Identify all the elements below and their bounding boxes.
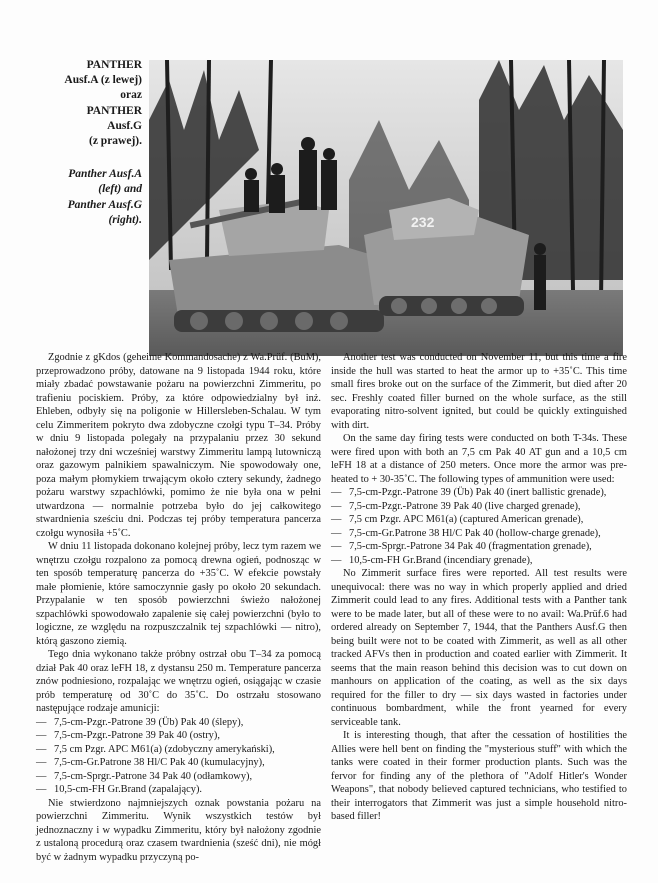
ammunition-list (331, 486, 627, 567)
list-item: — 7,5-cm-Pzgr.-Patrone 39 Pak 40 (live charged grenade), (331, 500, 627, 514)
caption-line: PANTHER (86, 59, 142, 71)
ammunition-list (36, 716, 321, 797)
list-item: — 7,5-cm-Pzgr.-Patrone 39 Pak 40 (ostry), (36, 729, 321, 743)
caption-line: PANTHER (86, 104, 142, 117)
tank-photo-illustration (149, 60, 623, 356)
caption-line: Panther Ausf.G (67, 198, 142, 211)
list-item: — 7,5-cm-Pzgr.-Patrone 39 (Üb) Pak 40 (inert ballistic grenade), (331, 486, 627, 500)
list-item: — 10,5-cm-FH Gr.Brand (zapalający). (36, 783, 321, 797)
paragraph: No Zimmerit surface fires were reported. All test results were unequivocal: there was no way in which properly applied and dried Zimmerit could lead to any fires. Additional tests with a Panther tank were to be made later, but all of these were to no avail: Wa.Prüf.6 had ordered already on September 7, 1944, that the Panthers Ausf.G then being built were not to be coated with Zimmerit, as well as all other tracked AFVs then in production and coated earlier with Zimmerit. It seems that the main reason behind this decision was to cut down on manhours on application of the coating, as well as the six days required for the filler to dry — six days wasted in factories under continuous bombardment, while the front yearned for every serviceable tank. (331, 568, 627, 728)
caption-polish (18, 58, 142, 149)
list-item: — 7,5 cm Pzgr. APC M61(a) (captured American grenade), (331, 513, 627, 527)
turret-number: 232 (411, 214, 435, 230)
list-item: — 7,5-cm-Sprgr.-Patrone 34 Pak 40 (odłamkowy), (36, 770, 321, 784)
english-text-column (331, 351, 627, 824)
paragraph: W dniu 11 listopada dokonano kolejnej próby, lecz tym razem we wnętrzu czołgu rozpalono za pomocą drewna ogień, podnosząc w ten sposób temperaturę pancerza do +35˚C. W efekcie powstały małe płomienie, które samoczynnie gasły po około 20 sekundach. Przypalanie w ten sposób powierzchni świeżo nałożonej szpachlówki spowodowało zapalenie się całej powierzchni (było to logiczne, ze względu na rozpuszczalnik tej szpachlówki — nitro), którą gaszono ziemią. (36, 541, 321, 647)
caption-line: Panther Ausf.A (68, 168, 142, 181)
list-item: — 7,5-cm-Pzgr.-Patrone 39 (Üb) Pak 40 (ślepy), (36, 716, 321, 730)
paragraph: Tego dnia wykonano także próbny ostrzał obu T–34 za pomocą dział Pak 40 oraz leFH 18, z dystansu 250 m. Temperature pancerza znów podniesiono, rozpalając we wnętrzu ogień, osiągając w czasie prób temperaturę od 30˚C do 35˚C. Do ostrzału stosowano następujące rodzaje amunicji: (36, 649, 321, 714)
caption-english (18, 167, 142, 228)
paragraph: On the same day firing tests were conducted on both T-34s. These were fired upon with both an 7,5 cm Pak 40 AT gun and a 10,5 cm leFH 18 at a distance of 250 meters. Once more the armor was pre-heated to + 30-35˚C. The following types of ammunition were used: (331, 433, 627, 485)
list-item: — 7,5-cm-Sprgr.-Patrone 34 Pak 40 (fragmentation grenade), (331, 540, 627, 554)
list-item: — 10,5-cm-FH Gr.Brand (incendiary grenade), (331, 554, 627, 568)
paragraph: Zgodnie z gKdos (geheime Kommandosache) z Wa.Prüf. (BuM), przeprowadzono próby, datowane na 9 listopada 1944 roku, które miały zbadać powstawanie pożaru na powierzchni Zimmeritu, po trafieniu pociskiem. Próby, za które odpowiedzialny był inż. Ehleben, odbyły się na poligonie w Hillersleben-Schalau. W tym celu Zimmeritem pokryto dwa zdobyczne czołgi typu T–34. Próby w dniu 9 listopada polegały na przypalaniu przez 30 sekund nałożonej trzy dni wcześniej warstwy Zimmeritu lampą lutowniczą oraz gazowym palnikiem spawalniczym. Nie spowodowały one, poza małym płomykiem trwającym około cztery sekundy, żadnego pożaru warstwy szpachlówki, pomimo że nie była ona w pełni utwardzona — normalnie potrzeba było do jej całkowitego stwardnienia sześciu dni. Podczas tej próby temperatura pancerza czołgu wynosiła +5˚C. (36, 352, 321, 539)
caption-line: Ausf.A (z lewej) (64, 74, 142, 87)
list-item: — 7,5-cm-Gr.Patrone 38 Hl/C Pak 40 (hollow-charge grenade), (331, 527, 627, 541)
polish-text-column (36, 351, 321, 864)
photo-caption (18, 58, 142, 228)
caption-line: (right). (108, 213, 142, 226)
caption-line: (left) and (98, 183, 142, 196)
paragraph: Another test was conducted on November 11, but this time a fire inside the hull was started to heat the armor up to +35˚C. This time small fires broke out on the surface of the Zimmerit, but died after 20 sec. Freshly coated filler burned on the whole surface, as the still evaporating nitro-solvent ignited, but could be quickly extinguished with dirt. (331, 352, 627, 431)
list-item: — 7,5 cm Pzgr. APC M61(a) (zdobyczny amerykański), (36, 743, 321, 757)
caption-line: oraz (120, 89, 142, 102)
paragraph: It is interesting though, that after the cessation of hostilities the Allies were hell bent on finding the "mysterious stuff" with which the tanks were coated in their former production plants. Such was the fervor for finding any of the plethora of "Adolf Hitler's Wonder Weapons", that nobody believed captured technicians, who testified to their interrogators that Zimmerit was just a simple household nitro-based filler! (331, 730, 627, 822)
paragraph: Nie stwierdzono najmniejszych oznak powstania pożaru na powierzchni Zimmeritu. Wynik wszystkich testów był jednoznaczny i w wypadku Zimmeritu, który był nałożony zgodnie z ustaloną procedurą oraz czasem twardnienia (sześć dni), nie mógł być w żadnym wypadku przyczyną po- (36, 797, 321, 863)
caption-line: (z prawej). (88, 135, 142, 148)
list-item: — 7,5-cm-Gr.Patrone 38 Hl/C Pak 40 (kumulacyjny), (36, 756, 321, 770)
tank-photograph (149, 60, 623, 356)
caption-line: Ausf.G (107, 119, 142, 132)
